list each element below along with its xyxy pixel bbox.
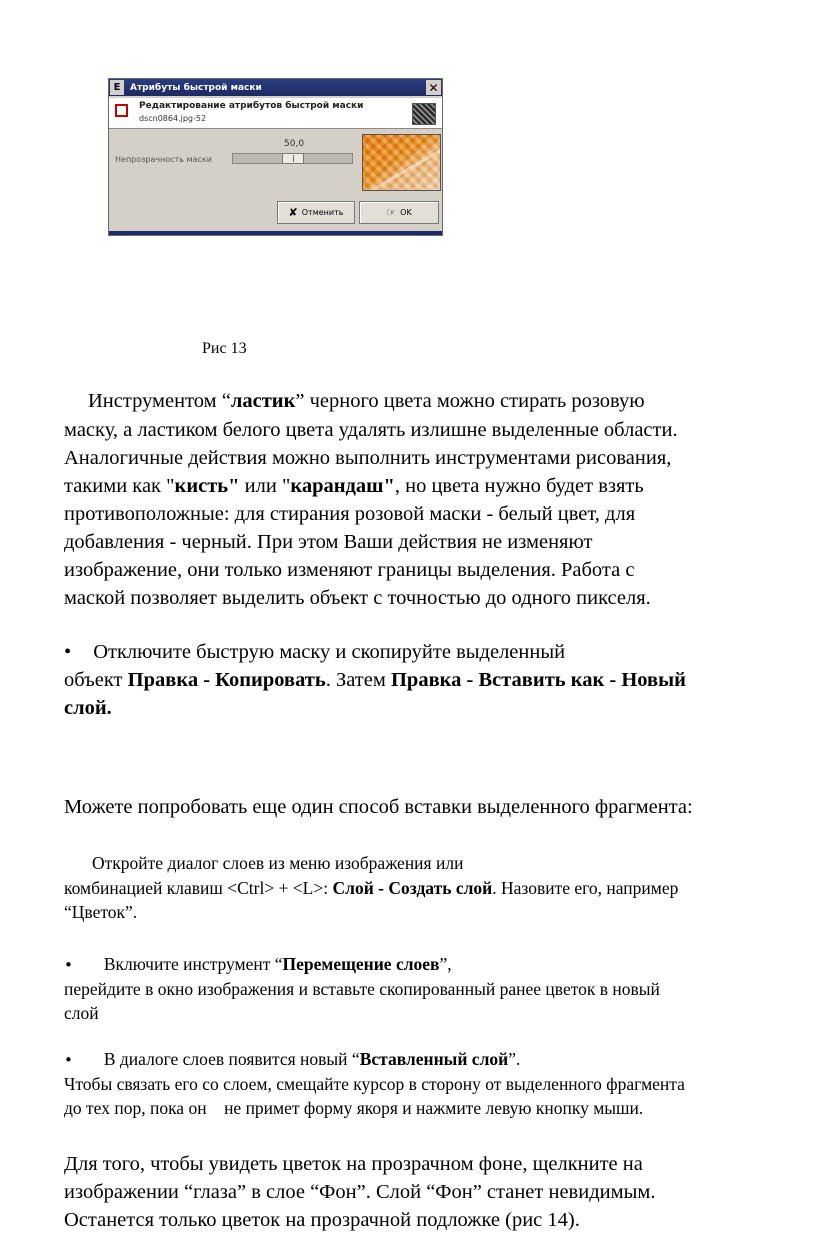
opacity-label: Непрозрачность маски — [115, 155, 212, 164]
header-subtitle: dscn0864.jpg-52 — [139, 114, 207, 123]
paragraph-copy: • Отключите быструю маску и скопируйте выделенный объект Правка - Копировать. Затем Правка - Вставить как - Новый слой. — [64, 641, 686, 719]
hand-icon: ☞ — [386, 206, 397, 219]
slider-handle[interactable] — [282, 153, 304, 164]
dialog-header — [109, 98, 442, 129]
header-title: Редактирование атрибутов быстрой маски — [139, 101, 364, 111]
list-item: • В диалоге слоев появится новый “Вставленный слой”. Чтобы связать его со слоем, смещайте курсор в сторону от выделенного фрагмента до тех пор, пока он не примет форму якоря и нажмите левую кнопку мыши. — [64, 1049, 685, 1118]
quick-mask-icon — [115, 104, 128, 117]
quick-mask-dialog — [108, 78, 443, 236]
list-item: Откройте диалог слоев из меню изображения или комбинацией клавиш <Ctrl> + <L>: Слой - Создать слой. Назовите его, например “Цветок”. — [64, 853, 679, 922]
dialog-bottom-edge — [109, 231, 442, 235]
app-icon: E — [110, 80, 124, 95]
ok-label: OK — [400, 208, 412, 217]
close-icon[interactable]: ✕ — [426, 80, 441, 95]
cancel-button[interactable] — [277, 201, 355, 224]
dialog-title: Атрибуты быстрой маски — [130, 82, 262, 93]
paragraph-intro: Можете попробовать еще один способ вставки выделенного фрагмента: — [64, 796, 693, 818]
opacity-value: 50,0 — [284, 139, 305, 149]
figure-caption: Рис 13 — [202, 340, 247, 357]
list-item: • Включите инструмент “Перемещение слоев”, перейдите в окно изображения и вставьте скопированный ранее цветок в новый слой — [64, 954, 660, 1023]
image-thumbnail — [412, 103, 436, 125]
mask-color-preview[interactable] — [362, 134, 441, 191]
dialog-titlebar — [109, 79, 442, 96]
paragraph-visibility: Для того, чтобы увидеть цветок на прозрачном фоне, щелкните на изображении “глаза” в слое “Фон”. Слой “Фон” станет невидимым. Останется только цветок на прозрачной подложке (рис 14). — [64, 1153, 656, 1231]
ok-button[interactable] — [359, 201, 439, 224]
cross-icon: ✘ — [288, 206, 298, 219]
opacity-slider[interactable] — [232, 153, 353, 164]
cancel-label: Отменить — [301, 208, 344, 217]
bullet: • — [64, 641, 72, 663]
paragraph-eraser: Инструментом “ластик” черного цвета можно стирать розовую маску, а ластиком белого цвета удалять излишне выделенные области. Аналогичные действия можно выполнить инструментами рисования, такими как "кисть" или "карандаш", но цвета нужно будет взять противоположные: для стирания розовой маски - белый цвет, для добавления - черный. При этом Ваши действия не изменяют изображение, они только изменяют границы выделения. Работа с маской позволяет выделить объект с точностью до одного пикселя. — [64, 390, 678, 609]
